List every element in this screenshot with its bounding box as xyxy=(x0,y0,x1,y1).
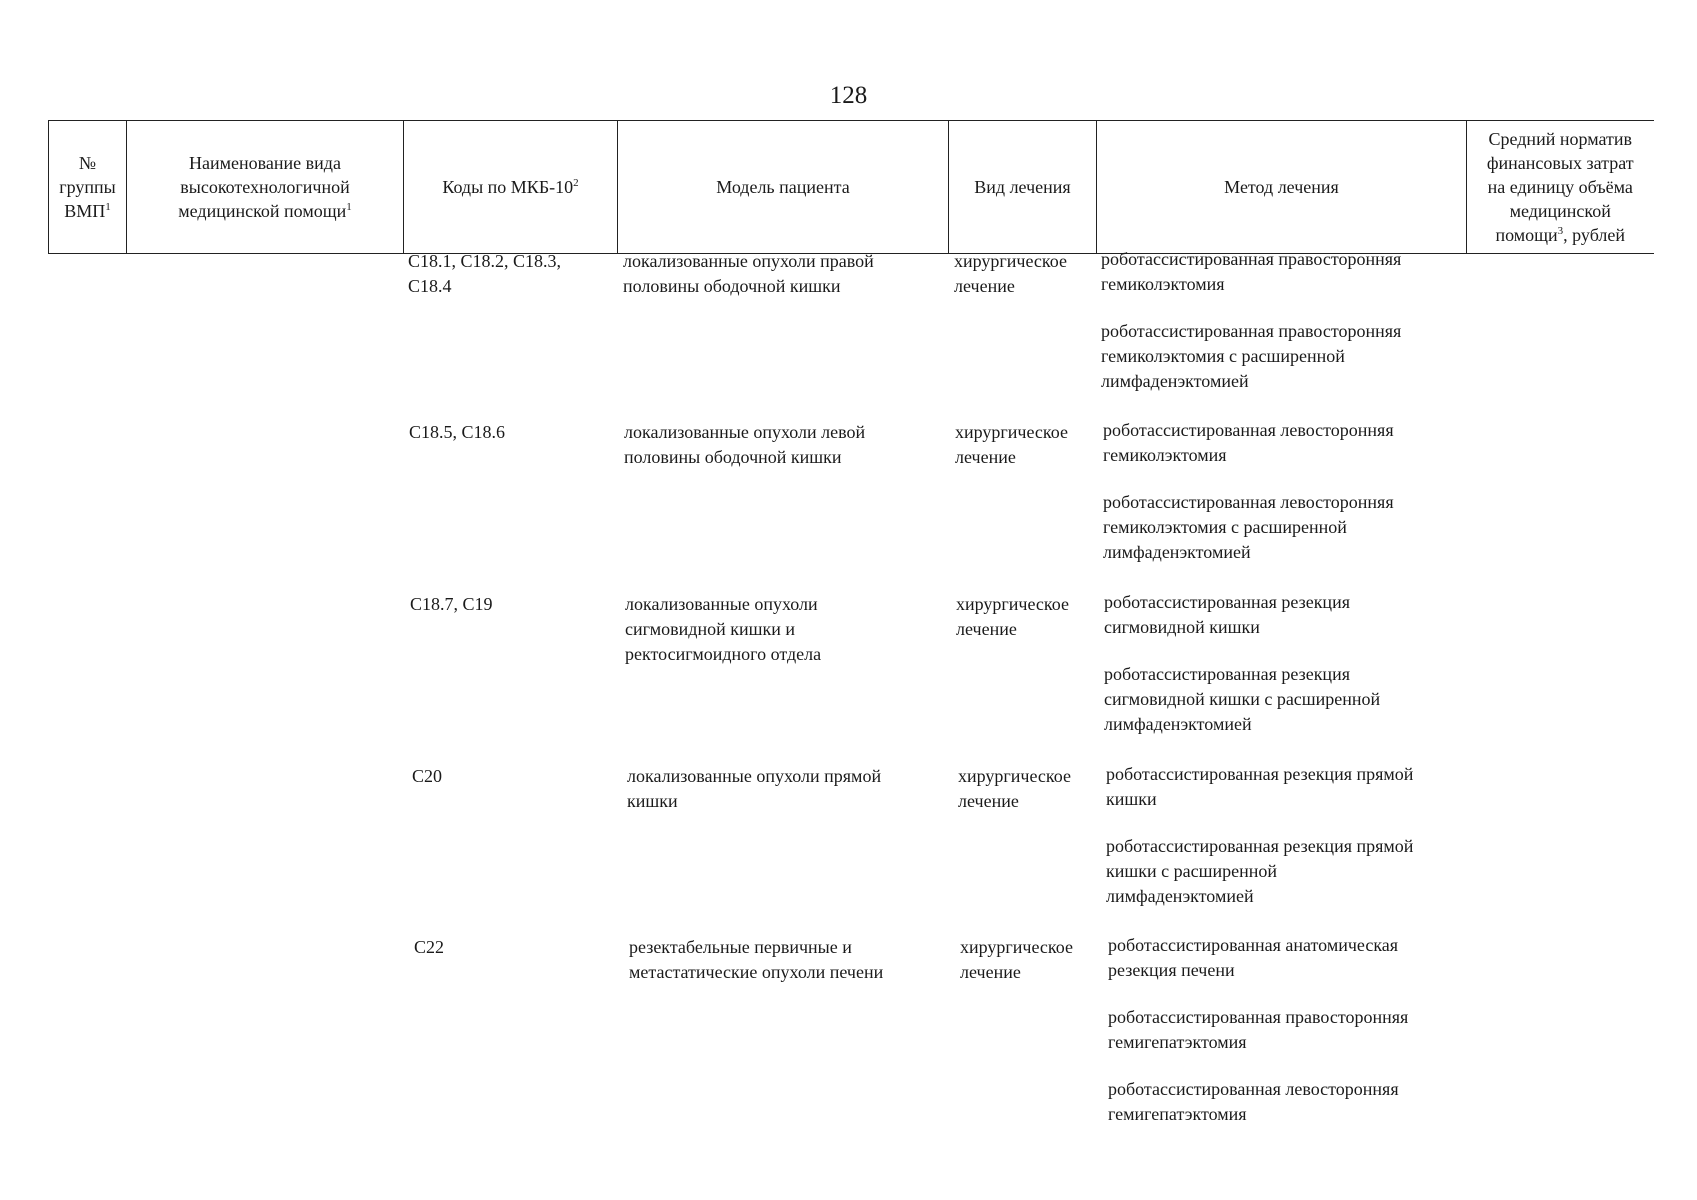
row-codes: C18.5, C18.6 xyxy=(409,422,506,442)
row-treatment-type: хирургическое лечение xyxy=(954,251,1067,296)
header-treatment-method: Метод лечения xyxy=(1097,121,1467,254)
method-item: роботассистированная левосторонняя гемиколэктомия с расширенной лимфаденэктомией xyxy=(1103,492,1394,562)
row-treatment-methods xyxy=(1104,590,1474,759)
row-treatment-type: хирургическое лечение xyxy=(955,422,1068,467)
row-treatment-methods xyxy=(1108,933,1478,1149)
method-item: роботассистированная левосторонняя гемигепатэктомия xyxy=(1108,1079,1399,1124)
method-item: роботассистированная анатомическая резекция печени xyxy=(1108,935,1399,980)
row-patient-model: локализованные опухоли сигмовидной кишки и ректосигмоидного отдела xyxy=(625,594,822,664)
header-treatment-type: Вид лечения xyxy=(949,121,1097,254)
row-treatment-methods xyxy=(1103,418,1473,587)
row-patient-model: локализованные опухоли левой половины ободочной кишки xyxy=(624,422,866,467)
row-patient-model: локализованные опухоли прямой кишки xyxy=(627,766,882,811)
row-codes: C22 xyxy=(414,937,445,957)
header-patient-model: Модель пациента xyxy=(618,121,949,254)
method-item: роботассистированная правосторонняя гемиколэктомия xyxy=(1101,249,1402,294)
header-financial-norm: Средний норматив финансовых затрат на единицу объёма медицинской помощи$^3$, рублей xyxy=(1467,121,1654,254)
row-patient-model: локализованные опухоли правой половины ободочной кишки xyxy=(623,251,874,296)
row-codes: C18.1, C18.2, C18.3, C18.4 xyxy=(408,251,562,296)
table-header xyxy=(48,120,1654,254)
page-number: 128 xyxy=(829,82,868,109)
row-treatment-methods xyxy=(1101,247,1471,416)
method-item: роботассистированная резекция сигмовидной кишки xyxy=(1104,592,1350,637)
row-treatment-type: хирургическое лечение xyxy=(958,766,1071,811)
method-item: роботассистированная резекция прямой кишки xyxy=(1106,764,1414,809)
method-item: роботассистированная правосторонняя гемиколэктомия с расширенной лимфаденэктомией xyxy=(1101,321,1402,391)
row-codes: C20 xyxy=(412,766,443,786)
header-icd-codes: Коды по МКБ-$10^2$ xyxy=(404,121,618,254)
method-item: роботассистированная резекция прямой кишки с расширенной лимфаденэктомией xyxy=(1106,836,1414,906)
row-codes: C18.7, C19 xyxy=(410,594,493,614)
method-item: роботассистированная резекция сигмовидной кишки с расширенной лимфаденэктомией xyxy=(1104,664,1381,734)
method-item: роботассистированная правосторонняя гемигепатэктомия xyxy=(1108,1007,1409,1052)
header-care-type-name: Наименование вида высокотехнологичной медицинской помощи$^1$ xyxy=(127,121,404,254)
row-treatment-type: хирургическое лечение xyxy=(960,937,1073,982)
row-treatment-type: хирургическое лечение xyxy=(956,594,1069,639)
row-patient-model: резектабельные первичные и метастатические опухоли печени xyxy=(629,937,884,982)
row-treatment-methods xyxy=(1106,762,1476,931)
method-item: роботассистированная левосторонняя гемиколэктомия xyxy=(1103,420,1394,465)
header-group-number: № группы ВМП$^1$ xyxy=(49,121,127,254)
